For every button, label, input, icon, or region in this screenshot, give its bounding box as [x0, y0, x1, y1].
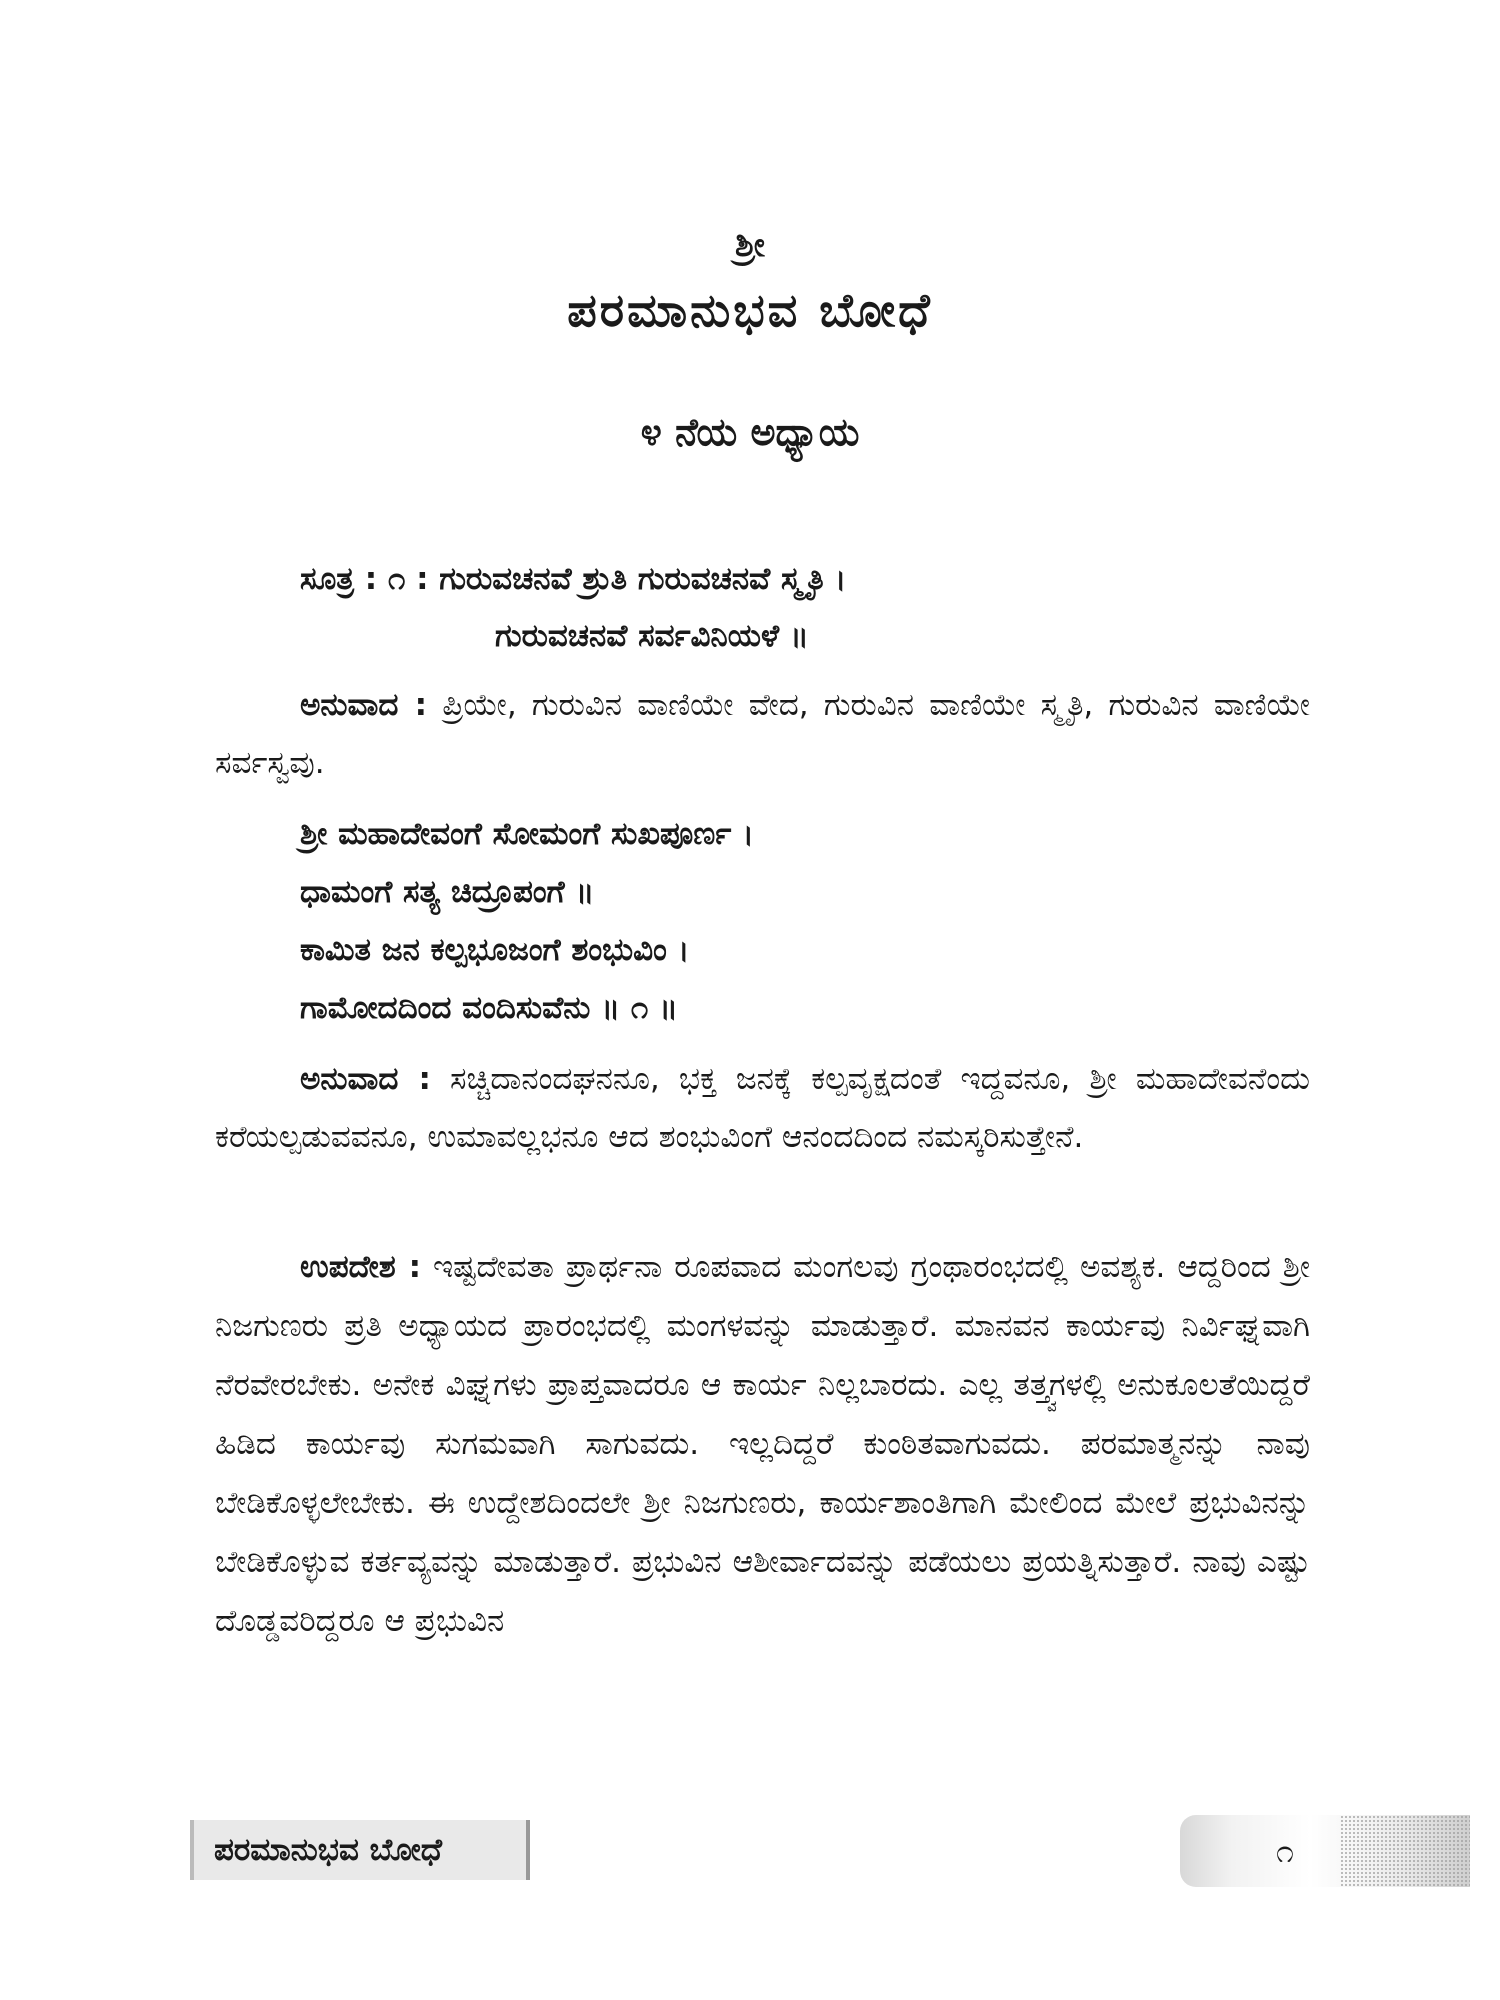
- halftone-decoration: [1340, 1815, 1470, 1887]
- page-number-tab: [1180, 1815, 1470, 1887]
- upadesha-paragraph: [215, 1238, 1310, 1651]
- page-number: ೧: [1276, 1832, 1294, 1870]
- invocation-shri: ಶ್ರೀ: [735, 225, 765, 265]
- anuvada-text: ಸಚ್ಚಿದಾನಂದಘನನೂ, ಭಕ್ತ ಜನಕ್ಕೆ ಕಲ್ಪವೃಕ್ಷದಂತೆ ಇದ್ದವನೂ, ಶ್ರೀ ಮಹಾದೇವನೆಂದು ಕರೆಯಲ್ಪಡುವವನೂ, ಉಮಾವಲ್ಲಭನೂ ಆದ ಶಂಭುವಿಂಗೆ ಆನಂದದಿಂದ ನಮಸ್ಕರಿಸುತ್ತೇನೆ.: [215, 1061, 1310, 1155]
- verse-line: ಕಾಮಿತ ಜನ ಕಲ್ಪಭೂಜಂಗೆ ಶಂಭುವಿಂ ।: [300, 932, 690, 968]
- verse-line: ಧಾಮಂಗೆ ಸತ್ಯ ಚಿದ್ರೂಪಂಗೆ ॥: [300, 874, 595, 910]
- upadesha-label: ಉಪದೇಶ :: [300, 1249, 422, 1285]
- verse-block: [300, 805, 1250, 1037]
- anuvada-paragraph-2: [215, 1050, 1310, 1166]
- anuvada-label: ಅನುವಾದ :: [300, 1061, 431, 1097]
- anuvada-text: ಪ್ರಿಯೇ, ಗುರುವಿನ ವಾಣಿಯೇ ವೇದ, ಗುರುವಿನ ವಾಣಿಯೇ ಸ್ಮೃತಿ, ಗುರುವಿನ ವಾಣಿಯೇ ಸರ್ವಸ್ವವು.: [215, 687, 1310, 781]
- sutra-line-1: ಸೂತ್ರ : ೧ : ಗುರುವಚನವೆ ಶ್ರುತಿ ಗುರುವಚನವೆ ಸ್ಮೃತಿ ।: [300, 561, 847, 597]
- sutra-line-2: ಗುರುವಚನವೆ ಸರ್ವವಿನಿಯಳೆ ॥: [495, 618, 809, 654]
- footer-book-title: ಪರಮಾನುಭವ ಬೋಧೆ: [190, 1820, 530, 1880]
- chapter-heading: ೪ ನೆಯ ಅಧ್ಯಾಯ: [640, 410, 860, 454]
- verse-line: ಶ್ರೀ ಮಹಾದೇವಂಗೆ ಸೋಮಂಗೆ ಸುಖಪೂರ್ಣ ।: [300, 816, 754, 852]
- verse-line: ಗಾಮೋದದಿಂದ ವಂದಿಸುವೆನು ॥ ೧ ॥: [300, 990, 678, 1026]
- anuvada-paragraph-1: [215, 676, 1310, 792]
- anuvada-label: ಅನುವಾದ :: [300, 687, 427, 723]
- book-title: ಪರಮಾನುಭವ ಬೋಧೆ: [567, 283, 933, 337]
- upadesha-text: ಇಷ್ಟದೇವತಾ ಪ್ರಾರ್ಥನಾ ರೂಪವಾದ ಮಂಗಲವು ಗ್ರಂಥಾರಂಭದಲ್ಲಿ ಅವಶ್ಯಕ. ಆದ್ದರಿಂದ ಶ್ರೀ ನಿಜಗುಣರು ಪ್ರತಿ ಅಧ್ಯಾಯದ ಪ್ರಾರಂಭದಲ್ಲಿ ಮಂಗಳವನ್ನು ಮಾಡುತ್ತಾರೆ. ಮಾನವನ ಕಾರ್ಯವು ನಿರ್ವಿಘ್ನವಾಗಿ ನೆರವೇರಬೇಕು. ಅನೇಕ ವಿಘ್ನಗಳು ಪ್ರಾಪ್ತವಾದರೂ ಆ ಕಾರ್ಯ ನಿಲ್ಲಬಾರದು. ಎಲ್ಲ ತತ್ತ್ವಗಳಲ್ಲಿ ಅನುಕೂಲತೆಯಿದ್ದರೆ ಹಿಡಿದ ಕಾರ್ಯವು ಸುಗಮವಾಗಿ ಸಾಗುವದು. ಇಲ್ಲದಿದ್ದರೆ ಕುಂಠಿತವಾಗುವದು. ಪರಮಾತ್ಮನನ್ನು ನಾವು ಬೇಡಿಕೊಳ್ಳಲೇಬೇಕು. ಈ ಉದ್ದೇಶದಿಂದಲೇ ಶ್ರೀ ನಿಜಗುಣರು, ಕಾರ್ಯಶಾಂತಿಗಾಗಿ ಮೇಲಿಂದ ಮೇಲೆ ಪ್ರಭುವಿನನ್ನು ಬೇಡಿಕೊಳ್ಳುವ ಕರ್ತವ್ಯವನ್ನು ಮಾಡುತ್ತಾರೆ. ಪ್ರಭುವಿನ ಆಶೀರ್ವಾದವನ್ನು ಪಡೆಯಲು ಪ್ರಯತ್ನಿಸುತ್ತಾರೆ. ನಾವು ಎಷ್ಟು ದೊಡ್ಡವರಿದ್ದರೂ ಆ ಪ್ರಭುವಿನ: [215, 1249, 1310, 1639]
